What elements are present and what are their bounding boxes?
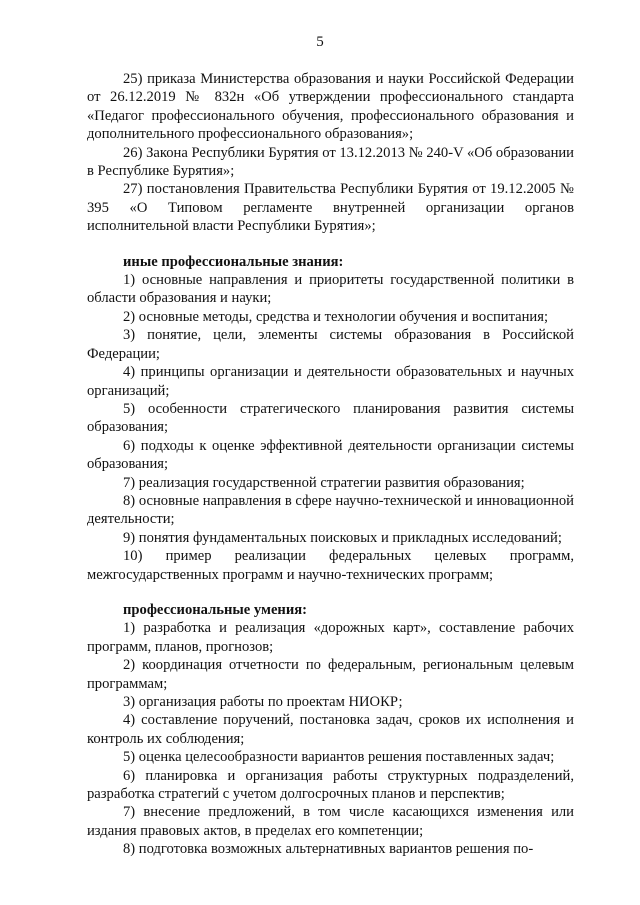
skill-item: 6) планировка и организация работы структурных подразделений, разработка стратегий с учетом долгосрочных планов и перспектив;	[87, 767, 574, 803]
document-body	[87, 70, 574, 859]
legal-act-item: 26) Закона Республики Бурятия от 13.12.2013 № 240-V «Об образовании в Республике Бурятия»;	[87, 144, 574, 180]
knowledge-item: 7) реализация государственной стратегии развития образования;	[123, 474, 525, 491]
knowledge-heading: иные профессиональные знания:	[123, 253, 344, 270]
knowledge-item: 1) основные направления и приоритеты государственной политики в области образования и науки;	[87, 272, 574, 307]
knowledge-item: 8) основные направления в сфере научно-технической и инновационной деятельности;	[87, 492, 574, 528]
skill-item: 1) разработка и реализация «дорожных карт», составление рабочих программ, планов, прогнозов;	[87, 620, 574, 655]
skills-heading: профессиональные умения:	[123, 601, 307, 618]
knowledge-item: 5) особенности стратегического планирования развития системы образования;	[87, 400, 574, 436]
knowledge-item: 3) понятие, цели, элементы системы образования в Российской Федерации;	[87, 327, 574, 362]
skill-item: 8) подготовка возможных альтернативных вариантов решения по-	[123, 841, 534, 858]
skill-item: 5) оценка целесообразности вариантов решения поставленных задач;	[123, 749, 555, 766]
knowledge-item: 10) пример реализации федеральных целевых программ, межгосударственных программ и научно-технических программ;	[87, 548, 574, 583]
page-number: 5	[316, 34, 324, 50]
legal-act-item: 27) постановления Правительства Республики Бурятия от 19.12.2005 № 395 «О Типовом регламенте внутренней организации органов исполнительной власти Республики Бурятия»;	[87, 181, 574, 235]
section-gap	[87, 236, 574, 253]
skill-item: 2) координация отчетности по федеральным, региональным целевым программам;	[87, 657, 574, 692]
skill-item: 4) составление поручений, постановка задач, сроков их исполнения и контроль их соблюдения;	[87, 712, 574, 747]
knowledge-item: 4) принципы организации и деятельности образовательных и научных организаций;	[87, 364, 574, 399]
skill-item: 7) внесение предложений, в том числе касающихся изменения или издания правовых актов, в пределах его компетенции;	[87, 804, 574, 839]
knowledge-item: 2) основные методы, средства и технологии обучения и воспитания;	[123, 308, 548, 325]
knowledge-item: 6) подходы к оценке эффективной деятельности организации системы образования;	[87, 437, 574, 473]
section-gap	[87, 584, 574, 601]
legal-act-item: 25) приказа Министерства образования и науки Российской Федерации от 26.12.2019 № 832н «Об утверждении профессионального стандарта «Педагог профессионального обучения, профессионального образования и дополнительного профессионального образования»;	[87, 71, 574, 143]
knowledge-item: 9) понятия фундаментальных поисковых и прикладных исследований;	[123, 529, 562, 546]
skill-item: 3) организация работы по проектам НИОКР;	[123, 694, 403, 710]
